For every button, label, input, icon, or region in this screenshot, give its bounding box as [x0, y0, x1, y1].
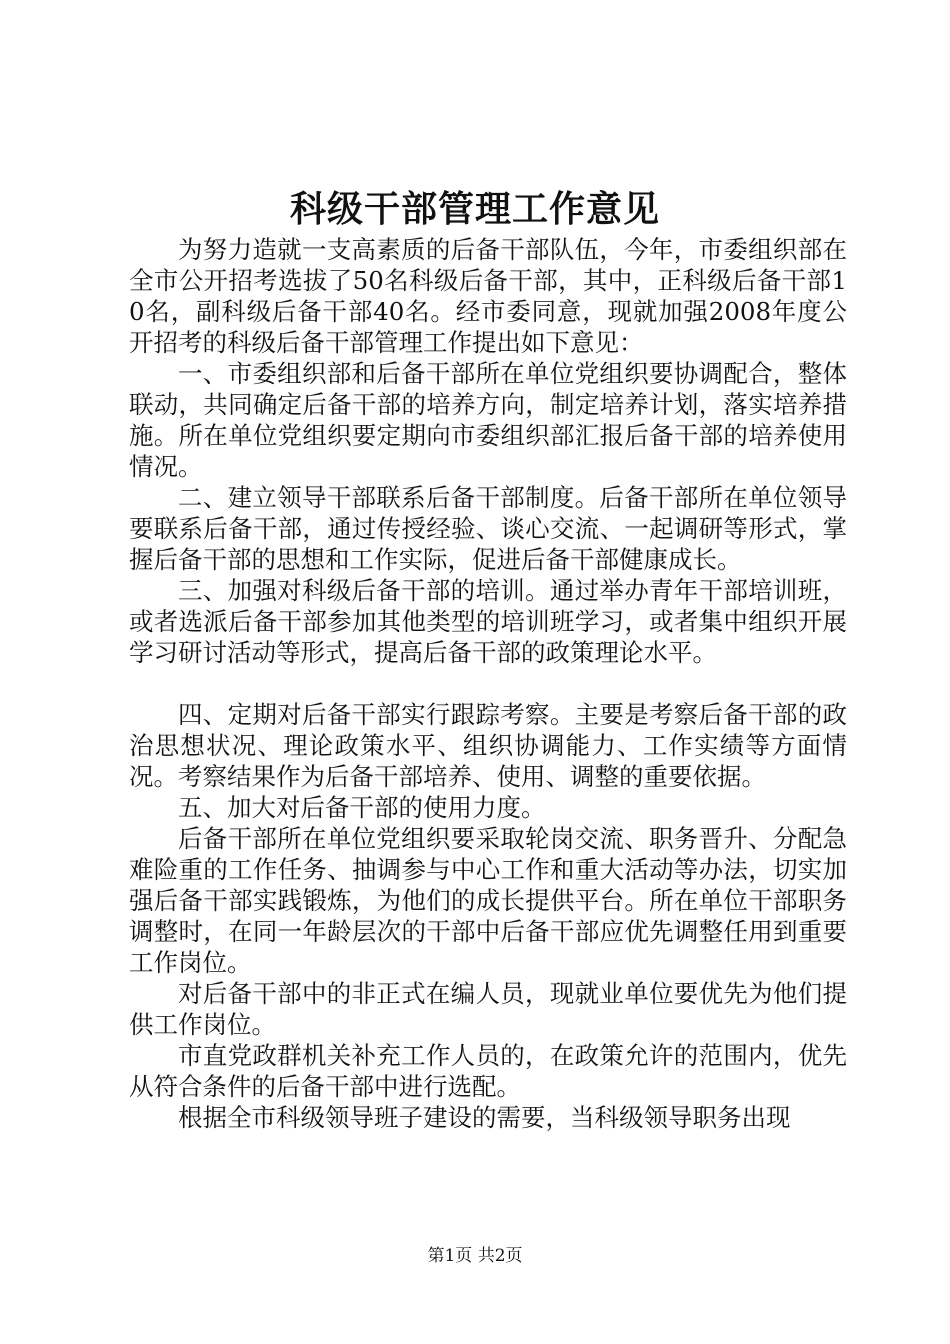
paragraph-item-4: 四、定期对后备干部实行跟踪考察。主要是考察后备干部的政治思想状况、理论政策水平、组织协调能力、工作实绩等方面情况。考察结果作为后备干部培养、使用、调整的重要依据。 [129, 700, 847, 791]
paragraph-item-5-detail-2: 对后备干部中的非正式在编人员，现就业单位要优先为他们提供工作岗位。 [129, 979, 847, 1039]
paragraph-item-5-detail-3: 市直党政群机关补充工作人员的，在政策允许的范围内，优先从符合条件的后备干部中进行选配。 [129, 1041, 847, 1101]
paragraph-item-5-detail-1: 后备干部所在单位党组织要采取轮岗交流、职务晋升、分配急难险重的工作任务、抽调参与中心工作和重大活动等办法，切实加强后备干部实践锻炼，为他们的成长提供平台。所在单位干部职务调整时，在同一年龄层次的干部中后备干部应优先调整任用到重要工作岗位。 [129, 824, 847, 977]
paragraph-intro: 为努力造就一支高素质的后备干部队伍，今年，市委组织部在全市公开招考选拔了50名科级后备干部，其中，正科级后备干部10名，副科级后备干部40名。经市委同意，现就加强2008年度公开招考的科级后备干部管理工作提出如下意见： [129, 235, 847, 357]
paragraph-item-3: 三、加强对科级后备干部的培训。通过举办青年干部培训班，或者选派后备干部参加其他类型的培训班学习，或者集中组织开展学习研讨活动等形式，提高后备干部的政策理论水平。 [129, 576, 847, 667]
paragraph-item-1: 一、市委组织部和后备干部所在单位党组织要协调配合，整体联动，共同确定后备干部的培养方向，制定培养计划，落实培养措施。所在单位党组织要定期向市委组织部汇报后备干部的培养使用情况。 [129, 359, 847, 481]
paragraph-item-2: 二、建立领导干部联系后备干部制度。后备干部所在单位领导要联系后备干部，通过传授经验、谈心交流、一起调研等形式，掌握后备干部的思想和工作实际，促进后备干部健康成长。 [129, 483, 847, 574]
paragraph-item-5-detail-4: 根据全市科级领导班子建设的需要，当科级领导职务出现 [178, 1103, 791, 1132]
document-title: 科级干部管理工作意见 [289, 188, 660, 230]
document-body [129, 234, 847, 1133]
paragraph-item-5: 五、加大对后备干部的使用力度。 [178, 793, 546, 822]
page-number-footer: 第1页 共2页 [427, 1246, 523, 1266]
